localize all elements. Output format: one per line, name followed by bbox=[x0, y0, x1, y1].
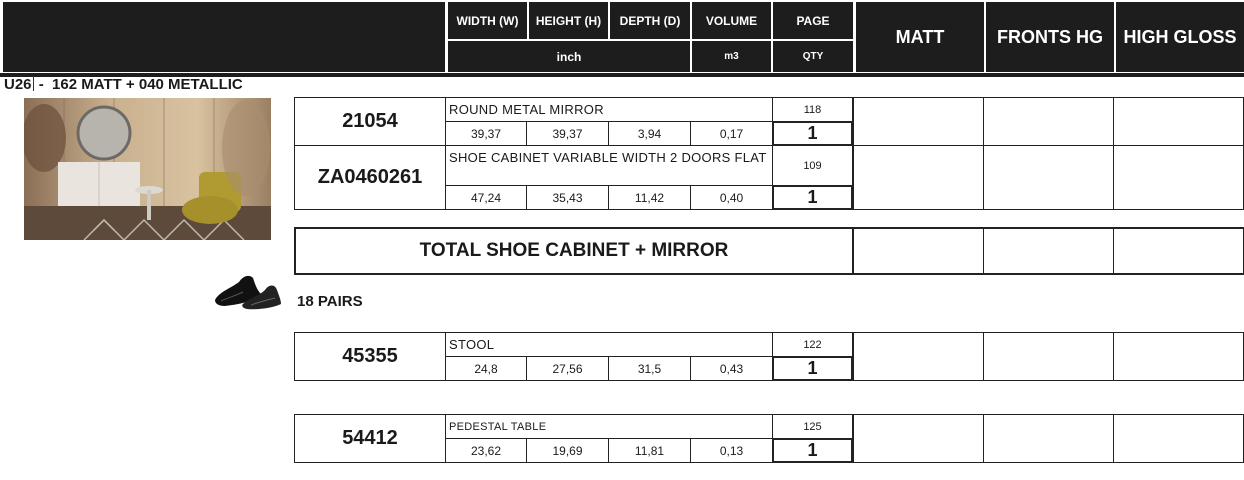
item-width: 47,24 bbox=[445, 185, 527, 210]
fronts-hg-input-cell[interactable] bbox=[983, 332, 1114, 381]
matt-input-cell[interactable] bbox=[853, 145, 984, 210]
col-matt-header: MATT bbox=[856, 2, 984, 72]
item-qty: 1 bbox=[772, 356, 853, 381]
unit-m3: m3 bbox=[692, 41, 771, 72]
item-volume: 0,13 bbox=[690, 438, 773, 463]
fronts-hg-input-cell[interactable] bbox=[983, 414, 1114, 463]
unit-qty: QTY bbox=[773, 41, 853, 72]
total-high-gloss-cell[interactable] bbox=[1113, 227, 1244, 275]
item-width: 39,37 bbox=[445, 121, 527, 146]
matt-input-cell[interactable] bbox=[853, 97, 984, 146]
col-volume-header: VOLUME bbox=[692, 2, 771, 39]
total-label: TOTAL SHOE CABINET + MIRROR bbox=[294, 227, 854, 275]
fronts-hg-input-cell[interactable] bbox=[983, 97, 1114, 146]
item-depth: 3,94 bbox=[608, 121, 691, 146]
item-height: 19,69 bbox=[526, 438, 609, 463]
item-page: 122 bbox=[772, 332, 853, 357]
col-page-header: PAGE bbox=[773, 2, 853, 39]
group-separator: - bbox=[34, 76, 53, 93]
total-fronts-hg-cell[interactable] bbox=[983, 227, 1114, 275]
item-qty: 1 bbox=[772, 185, 853, 210]
item-height: 27,56 bbox=[526, 356, 609, 381]
item-volume: 0,17 bbox=[690, 121, 773, 146]
item-volume: 0,40 bbox=[690, 185, 773, 210]
group-code: U26 bbox=[4, 76, 32, 93]
item-width: 23,62 bbox=[445, 438, 527, 463]
item-width: 24,8 bbox=[445, 356, 527, 381]
high-gloss-input-cell[interactable] bbox=[1113, 414, 1244, 463]
high-gloss-input-cell[interactable] bbox=[1113, 97, 1244, 146]
item-code: 21054 bbox=[294, 97, 446, 146]
col-high-gloss-header: HIGH GLOSS bbox=[1116, 2, 1244, 72]
interior-photo bbox=[24, 98, 271, 240]
item-depth: 31,5 bbox=[608, 356, 691, 381]
item-depth: 11,81 bbox=[608, 438, 691, 463]
shoes-icon bbox=[213, 270, 283, 310]
high-gloss-input-cell[interactable] bbox=[1113, 145, 1244, 210]
pairs-label: 18 PAIRS bbox=[297, 293, 363, 310]
item-qty: 1 bbox=[772, 121, 853, 146]
col-fronts-hg-header: FRONTS HG bbox=[986, 2, 1114, 72]
item-depth: 11,42 bbox=[608, 185, 691, 210]
item-code: ZA0460261 bbox=[294, 145, 446, 210]
group-finish: 162 MATT + 040 METALLIC bbox=[52, 76, 243, 93]
item-page: 109 bbox=[772, 145, 853, 186]
item-page: 125 bbox=[772, 414, 853, 439]
col-height-header: HEIGHT (H) bbox=[529, 2, 608, 39]
item-description: ROUND METAL MIRROR bbox=[445, 97, 773, 122]
unit-inch: inch bbox=[448, 41, 690, 72]
total-matt-cell[interactable] bbox=[853, 227, 984, 275]
group-title bbox=[4, 76, 243, 93]
item-description: PEDESTAL TABLE bbox=[445, 414, 773, 439]
item-description: STOOL bbox=[445, 332, 773, 357]
matt-input-cell[interactable] bbox=[853, 414, 984, 463]
item-code: 45355 bbox=[294, 332, 446, 381]
header-blank bbox=[3, 2, 445, 72]
item-volume: 0,43 bbox=[690, 356, 773, 381]
fronts-hg-input-cell[interactable] bbox=[983, 145, 1114, 210]
item-code: 54412 bbox=[294, 414, 446, 463]
item-page: 118 bbox=[772, 97, 853, 122]
col-width-header: WIDTH (W) bbox=[448, 2, 527, 39]
item-qty: 1 bbox=[772, 438, 853, 463]
matt-input-cell[interactable] bbox=[853, 332, 984, 381]
high-gloss-input-cell[interactable] bbox=[1113, 332, 1244, 381]
col-depth-header: DEPTH (D) bbox=[610, 2, 690, 39]
item-height: 39,37 bbox=[526, 121, 609, 146]
item-description: SHOE CABINET VARIABLE WIDTH 2 DOORS FLAT bbox=[445, 145, 773, 186]
item-height: 35,43 bbox=[526, 185, 609, 210]
